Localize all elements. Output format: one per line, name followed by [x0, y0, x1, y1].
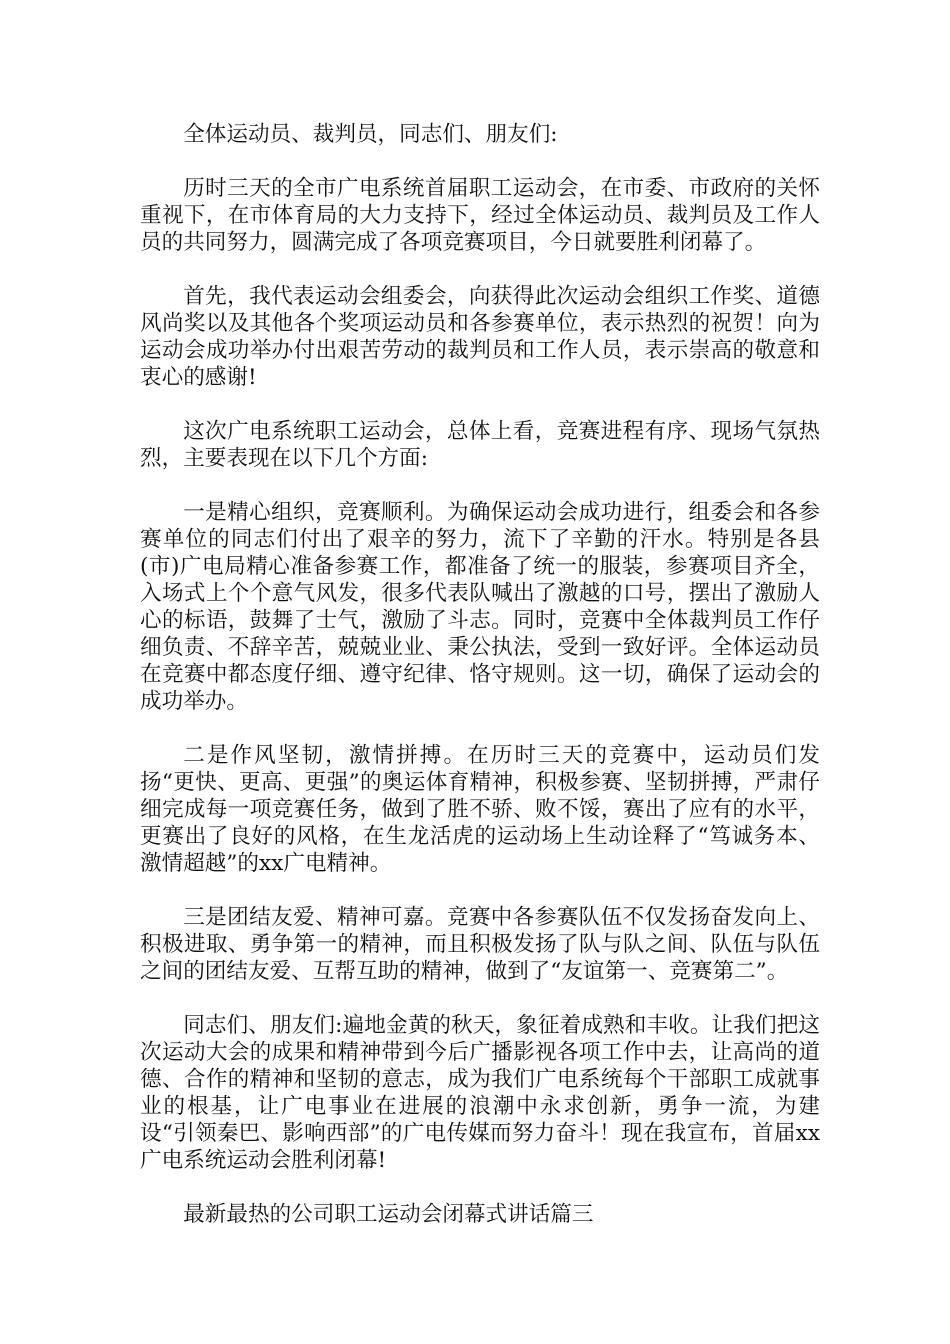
- congratulations-paragraph: 首先，我代表运动会组委会，向获得此次运动会组织工作奖、道德风尚奖以及其他各个奖项运动员和各参赛单位，表示热烈的祝贺！向为运动会成功举办付出艰苦劳动的裁判员和工作人员，表示崇高的敬意和衷心的感谢!: [140, 284, 820, 390]
- overview-paragraph: 这次广电系统职工运动会，总体上看，竞赛进程有序、现场气氛热烈，主要表现在以下几个方面:: [140, 419, 820, 471]
- closing-paragraph: 同志们、朋友们:遍地金黄的秋天，象征着成熟和丰收。让我们把这次运动大会的成果和精神带到今后广播影视各项工作中去，让高尚的道德、合作的精神和坚韧的意志，成为我们广电系统每个干部职工成就事业的根基，让广电事业在进展的浪潮中永求创新，勇争一流，为建设“引领秦巴、影响西部”的广电传媒而努力奋斗！现在我宣布，首届xx广电系统运动会胜利闭幕!: [140, 1013, 820, 1173]
- point-two-paragraph: 二是作风坚韧，激情拼搏。在历时三天的竞赛中，运动员们发扬“更快、更高、更强”的奥运体育精神，积极参赛、坚韧拼搏，严肃仔细完成每一项竞赛任务，做到了胜不骄、败不馁，赛出了应有的水平，更赛出了良好的风格，在生龙活虎的运动场上生动诠释了“笃诚务本、激情超越”的xx广电精神。: [140, 743, 820, 876]
- point-three-paragraph: 三是团结友爱、精神可嘉。竞赛中各参赛队伍不仅发扬奋发向上、积极进取、勇争第一的精神，而且积极发扬了队与队之间、队伍与队伍之间的团结友爱、互帮互助的精神，做到了“友谊第一、竞赛第二”。: [140, 905, 820, 984]
- section-heading: 最新最热的公司职工运动会闭幕式讲话篇三: [183, 1202, 594, 1227]
- document-body: [140, 121, 820, 1255]
- opening-paragraph: 历时三天的全市广电系统首届职工运动会，在市委、市政府的关怀重视下，在市体育局的大力支持下，经过全体运动员、裁判员及工作人员的共同努力，圆满完成了各项竞赛项目，今日就要胜利闭幕了。: [140, 176, 820, 255]
- point-one-paragraph: 一是精心组织，竞赛顺利。为确保运动会成功进行，组委会和各参赛单位的同志们付出了艰辛的努力，流下了辛勤的汗水。特别是各县(市)广电局精心准备参赛工作，都准备了统一的服装，参赛项目齐全，入场式上个个意气风发，很多代表队喊出了激越的口号，摆出了激励人心的标语，鼓舞了士气，激励了斗志。同时，竞赛中全体裁判员工作仔细负责、不辞辛苦，兢兢业业、秉公执法，受到一致好评。全体运动员在竞赛中都态度仔细、遵守纪律、恪守规则。这一切，确保了运动会的成功举办。: [140, 500, 820, 714]
- salutation-paragraph: 全体运动员、裁判员，同志们、朋友们:: [183, 122, 558, 147]
